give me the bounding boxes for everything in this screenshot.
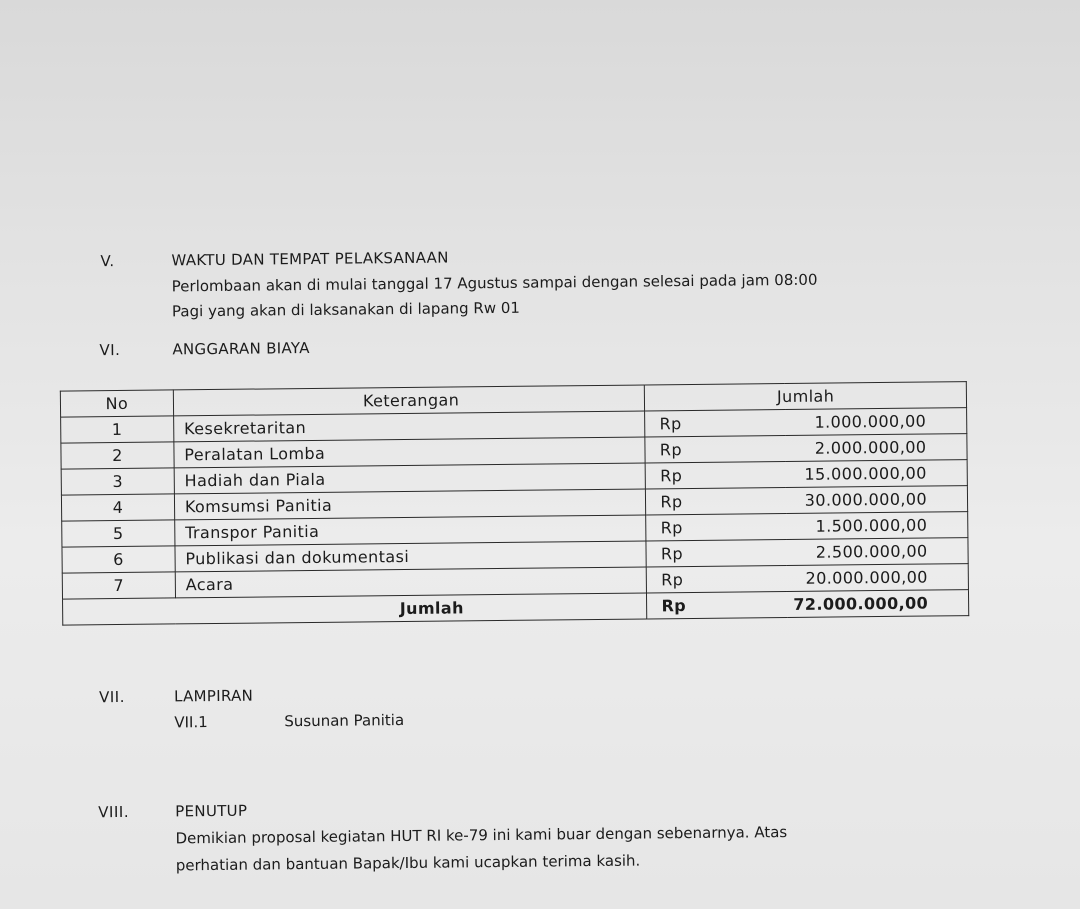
row-currency: Rp <box>646 540 787 567</box>
row-amount: 20.000.000,00 <box>787 564 969 592</box>
row-currency: Rp <box>646 488 787 515</box>
row-amount: 15.000.000,00 <box>786 460 968 488</box>
row-keterangan: Publikasi dan dokumentasi <box>175 541 647 572</box>
row-keterangan: Acara <box>175 567 647 598</box>
section-vii-number: VII. <box>98 687 126 707</box>
row-amount: 1.000.000,00 <box>785 408 967 436</box>
row-amount: 30.000.000,00 <box>786 486 968 514</box>
header-jumlah: Jumlah <box>645 382 967 411</box>
row-no: 1 <box>61 416 174 443</box>
row-no: 3 <box>61 468 174 495</box>
section-v-number: V. <box>100 252 115 271</box>
budget-table <box>60 381 969 625</box>
section-vii-sub-number: VII.1 <box>174 713 208 732</box>
section-vi-number: VI. <box>99 340 121 360</box>
row-amount: 1.500.000,00 <box>786 512 968 540</box>
row-keterangan: Transpor Panitia <box>175 515 647 546</box>
row-currency: Rp <box>646 514 787 541</box>
section-vi-title: ANGGARAN BIAYA <box>172 338 310 359</box>
row-currency: Rp <box>647 565 788 592</box>
section-viii-number: VIII. <box>98 802 130 822</box>
row-keterangan: Hadiah dan Piala <box>174 463 646 494</box>
row-no: 5 <box>62 520 175 547</box>
row-keterangan: Kesekretaritan <box>173 411 645 442</box>
row-no: 6 <box>62 546 175 573</box>
row-keterangan: Komsumsi Panitia <box>174 489 646 520</box>
section-viii-line1: Demikian proposal kegiatan HUT RI ke-79 ini kami buar dengan sebenarnya. Atas <box>175 823 788 848</box>
row-no: 4 <box>61 494 174 521</box>
section-v-line2: Pagi yang akan di laksanakan di lapang Rw 01 <box>171 298 521 321</box>
section-vii-sub-title: Susunan Panitia <box>284 711 405 731</box>
total-label: Jumlah <box>63 593 648 625</box>
section-v-line1: Perlombaan akan di mulai tanggal 17 Agustus sampai dengan selesai pada jam 08:00 <box>171 270 818 296</box>
header-no: No <box>60 390 173 417</box>
row-keterangan: Peralatan Lomba <box>174 437 646 468</box>
section-viii-line2: perhatian dan bantuan Bapak/Ibu kami ucapkan terima kasih. <box>175 851 641 875</box>
row-no: 7 <box>62 572 175 599</box>
row-currency: Rp <box>645 436 786 463</box>
section-vii-title: LAMPIRAN <box>173 686 254 706</box>
row-currency: Rp <box>645 410 786 437</box>
total-amount: 72.000.000,00 <box>787 590 969 618</box>
section-viii-title: PENUTUP <box>175 801 248 821</box>
row-amount: 2.000.000,00 <box>786 434 968 462</box>
row-amount: 2.500.000,00 <box>787 538 969 566</box>
header-keterangan: Keterangan <box>173 385 645 416</box>
section-v-title: WAKTU DAN TEMPAT PELAKSANAAN <box>171 248 449 270</box>
row-no: 2 <box>61 442 174 469</box>
total-currency: Rp <box>647 591 788 618</box>
row-currency: Rp <box>646 462 787 489</box>
